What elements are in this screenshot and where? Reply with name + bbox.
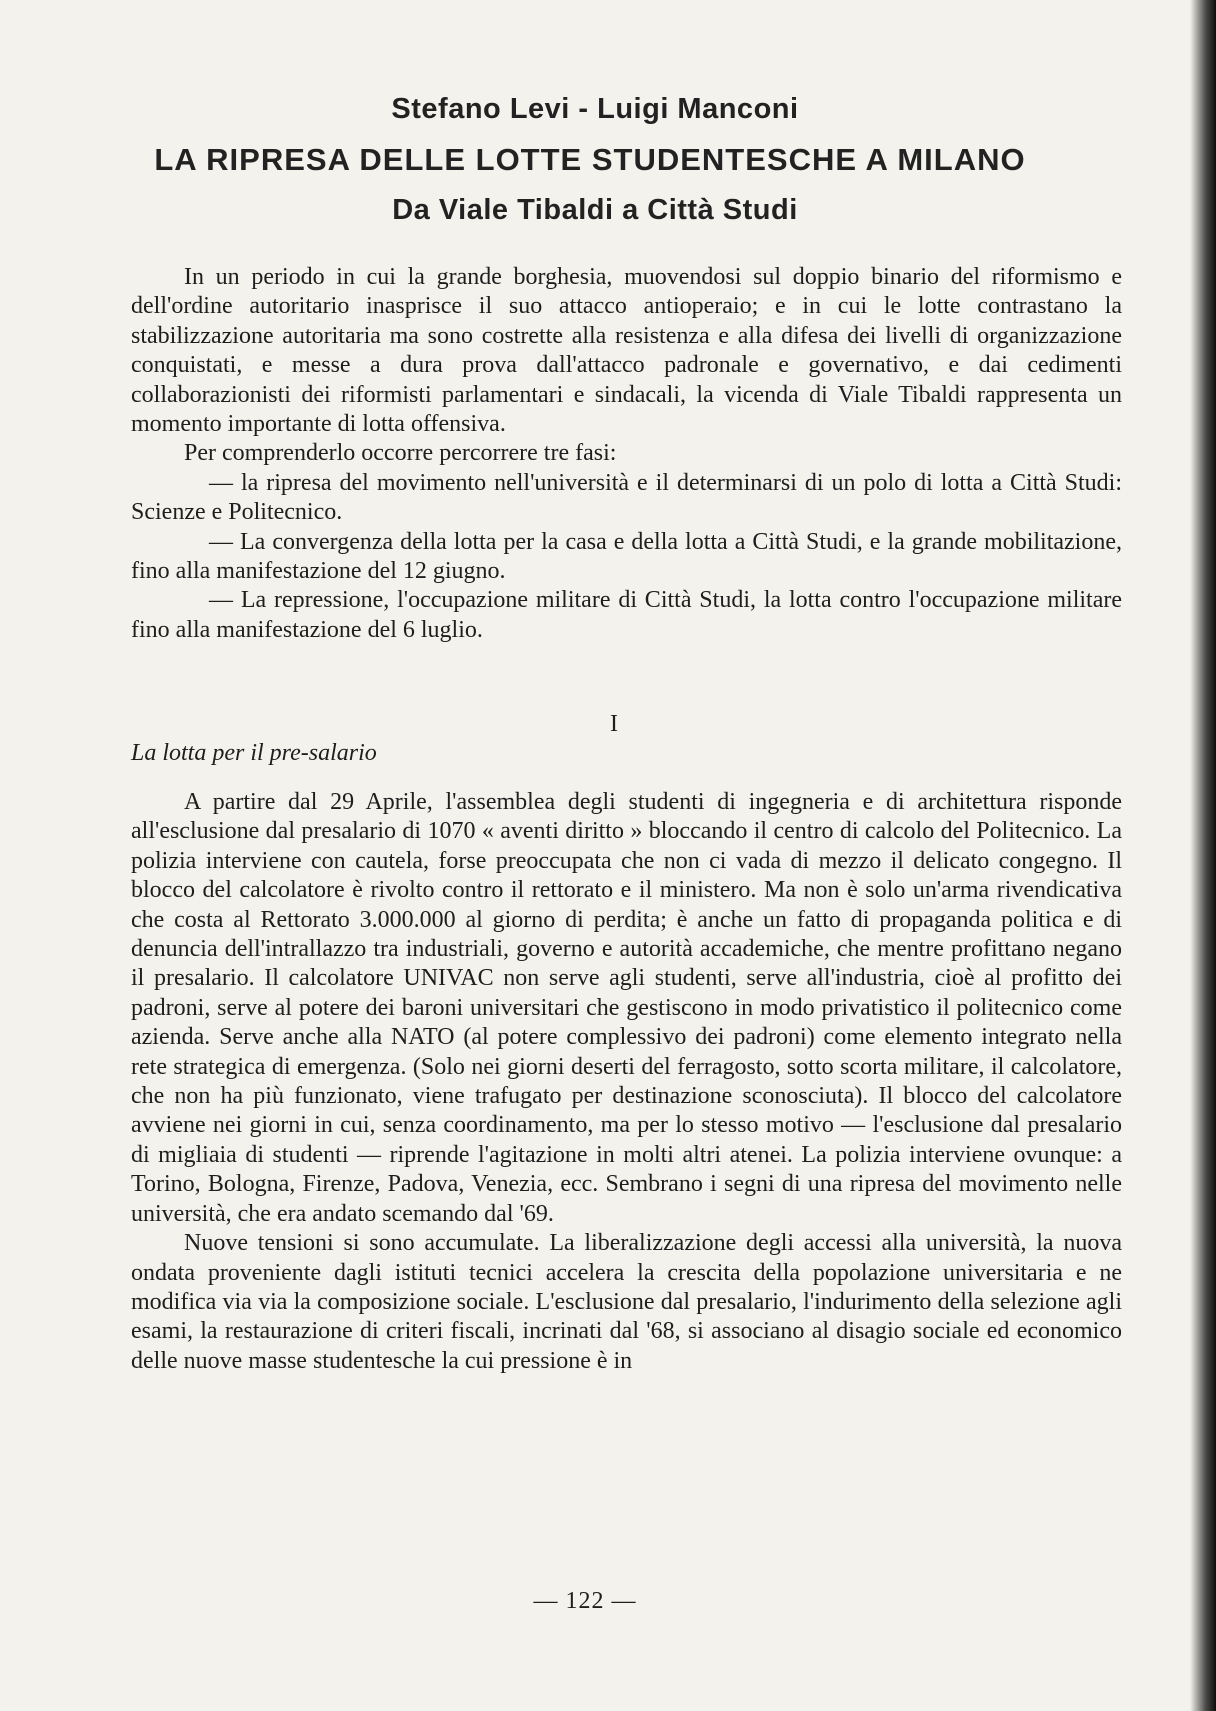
- article-title: LA RIPRESA DELLE LOTTE STUDENTESCHE A MILANO: [154, 142, 1026, 177]
- intro-section: [131, 263, 1122, 645]
- intro-paragraph: Per comprenderlo occorre percorrere tre fasi:: [184, 440, 617, 467]
- body-paragraph: A partire dal 29 Aprile, l'assemblea degli studenti di ingegneria e di architettura risponde all'esclusione dal presalario di 1070 « aventi diritto » bloccando il centro di calcolo del Politecnico. La polizia interviene con cautela, forse preoccupata che non ci vada di mezzo il delicato congegno. Il blocco del calcolatore è rivolto contro il rettorato e il ministero. Ma non è solo un'arma rivendicativa che costa al Rettorato 3.000.000 al giorno di perdita; è anche un fatto di propaganda politica e di denuncia dell'intrallazzo tra industriali, governo e autorità accademiche, che mentre profittano negano il presalario. Il calcolatore UNIVAC non serve agli studenti, serve all'industria, cioè al profitto dei padroni, serve al potere dei baroni universitari che gestiscono in modo privatistico il politecnico come azienda. Serve anche alla NATO (al potere complessivo dei padroni) come elemento integrato nella rete strategica di emergenza. (Solo nei giorni deserti del ferragosto, sotto scorta militare, il calcolatore, che non ha più funzionato, viene trafugato per destinazione sconosciuta). Il blocco del calcolatore avviene nei giorni in cui, senza coordinamento, ma per lo stesso motivo — l'esclusione dal presalario di migliaia di studenti — riprende l'agitazione in molti altri atenei. La polizia interviene ovunque: a Torino, Bologna, Firenze, Padova, Venezia, ecc. Sembrano i segni di una ripresa del movimento nelle università, che era andato scemando dal '69.: [131, 789, 1122, 1227]
- section-title: La lotta per il pre-salario: [131, 740, 377, 766]
- page-edge-shadow: [1190, 0, 1216, 1711]
- main-body: [131, 788, 1122, 1376]
- authors-heading: Stefano Levi - Luigi Manconi: [391, 93, 799, 125]
- intro-paragraph: In un periodo in cui la grande borghesia, muovendosi sul doppio binario del riformismo e dell'ordine autoritario inasprisce il suo attacco antioperaio; e in cui le lotte contrastano la stabilizzazione autoritaria ma sono costrette alla resistenza e alla difesa dei livelli di organizzazione conquistati, e messe a dura prova dall'attacco padronale e governativo, e dai cedimenti collaborazionisti dei riformisti parlamentari e sindacali, la vicenda di Viale Tibaldi rappresenta un momento importante di lotta offensiva.: [131, 264, 1122, 438]
- phase-item: — La repressione, l'occupazione militare di Città Studi, la lotta contro l'occupazione militare fino alla manifestazione del 6 luglio.: [131, 587, 1122, 643]
- page-number: — 122 —: [533, 1588, 637, 1614]
- body-paragraph: Nuove tensioni si sono accumulate. La liberalizzazione degli accessi alla università, la nuova ondata proveniente dagli istituti tecnici accelera la crescita della popolazione universitaria e ne modifica via via la composizione sociale. L'esclusione dal presalario, l'indurimento della selezione agli esami, la restaurazione di criteri fiscali, incrinati dal '68, si associano al disagio sociale ed economico delle nuove masse studentesche la cui pressione è in: [131, 1230, 1122, 1374]
- article-subtitle: Da Viale Tibaldi a Città Studi: [392, 194, 798, 226]
- section-number: I: [610, 711, 618, 737]
- phase-item: — La convergenza della lotta per la casa e della lotta a Città Studi, e la grande mobilitazione, fino alla manifestazione del 12 giugno.: [131, 528, 1122, 585]
- phase-item: — la ripresa del movimento nell'università e il determinarsi di un polo di lotta a Città Studi: Scienze e Politecnico.: [131, 469, 1122, 526]
